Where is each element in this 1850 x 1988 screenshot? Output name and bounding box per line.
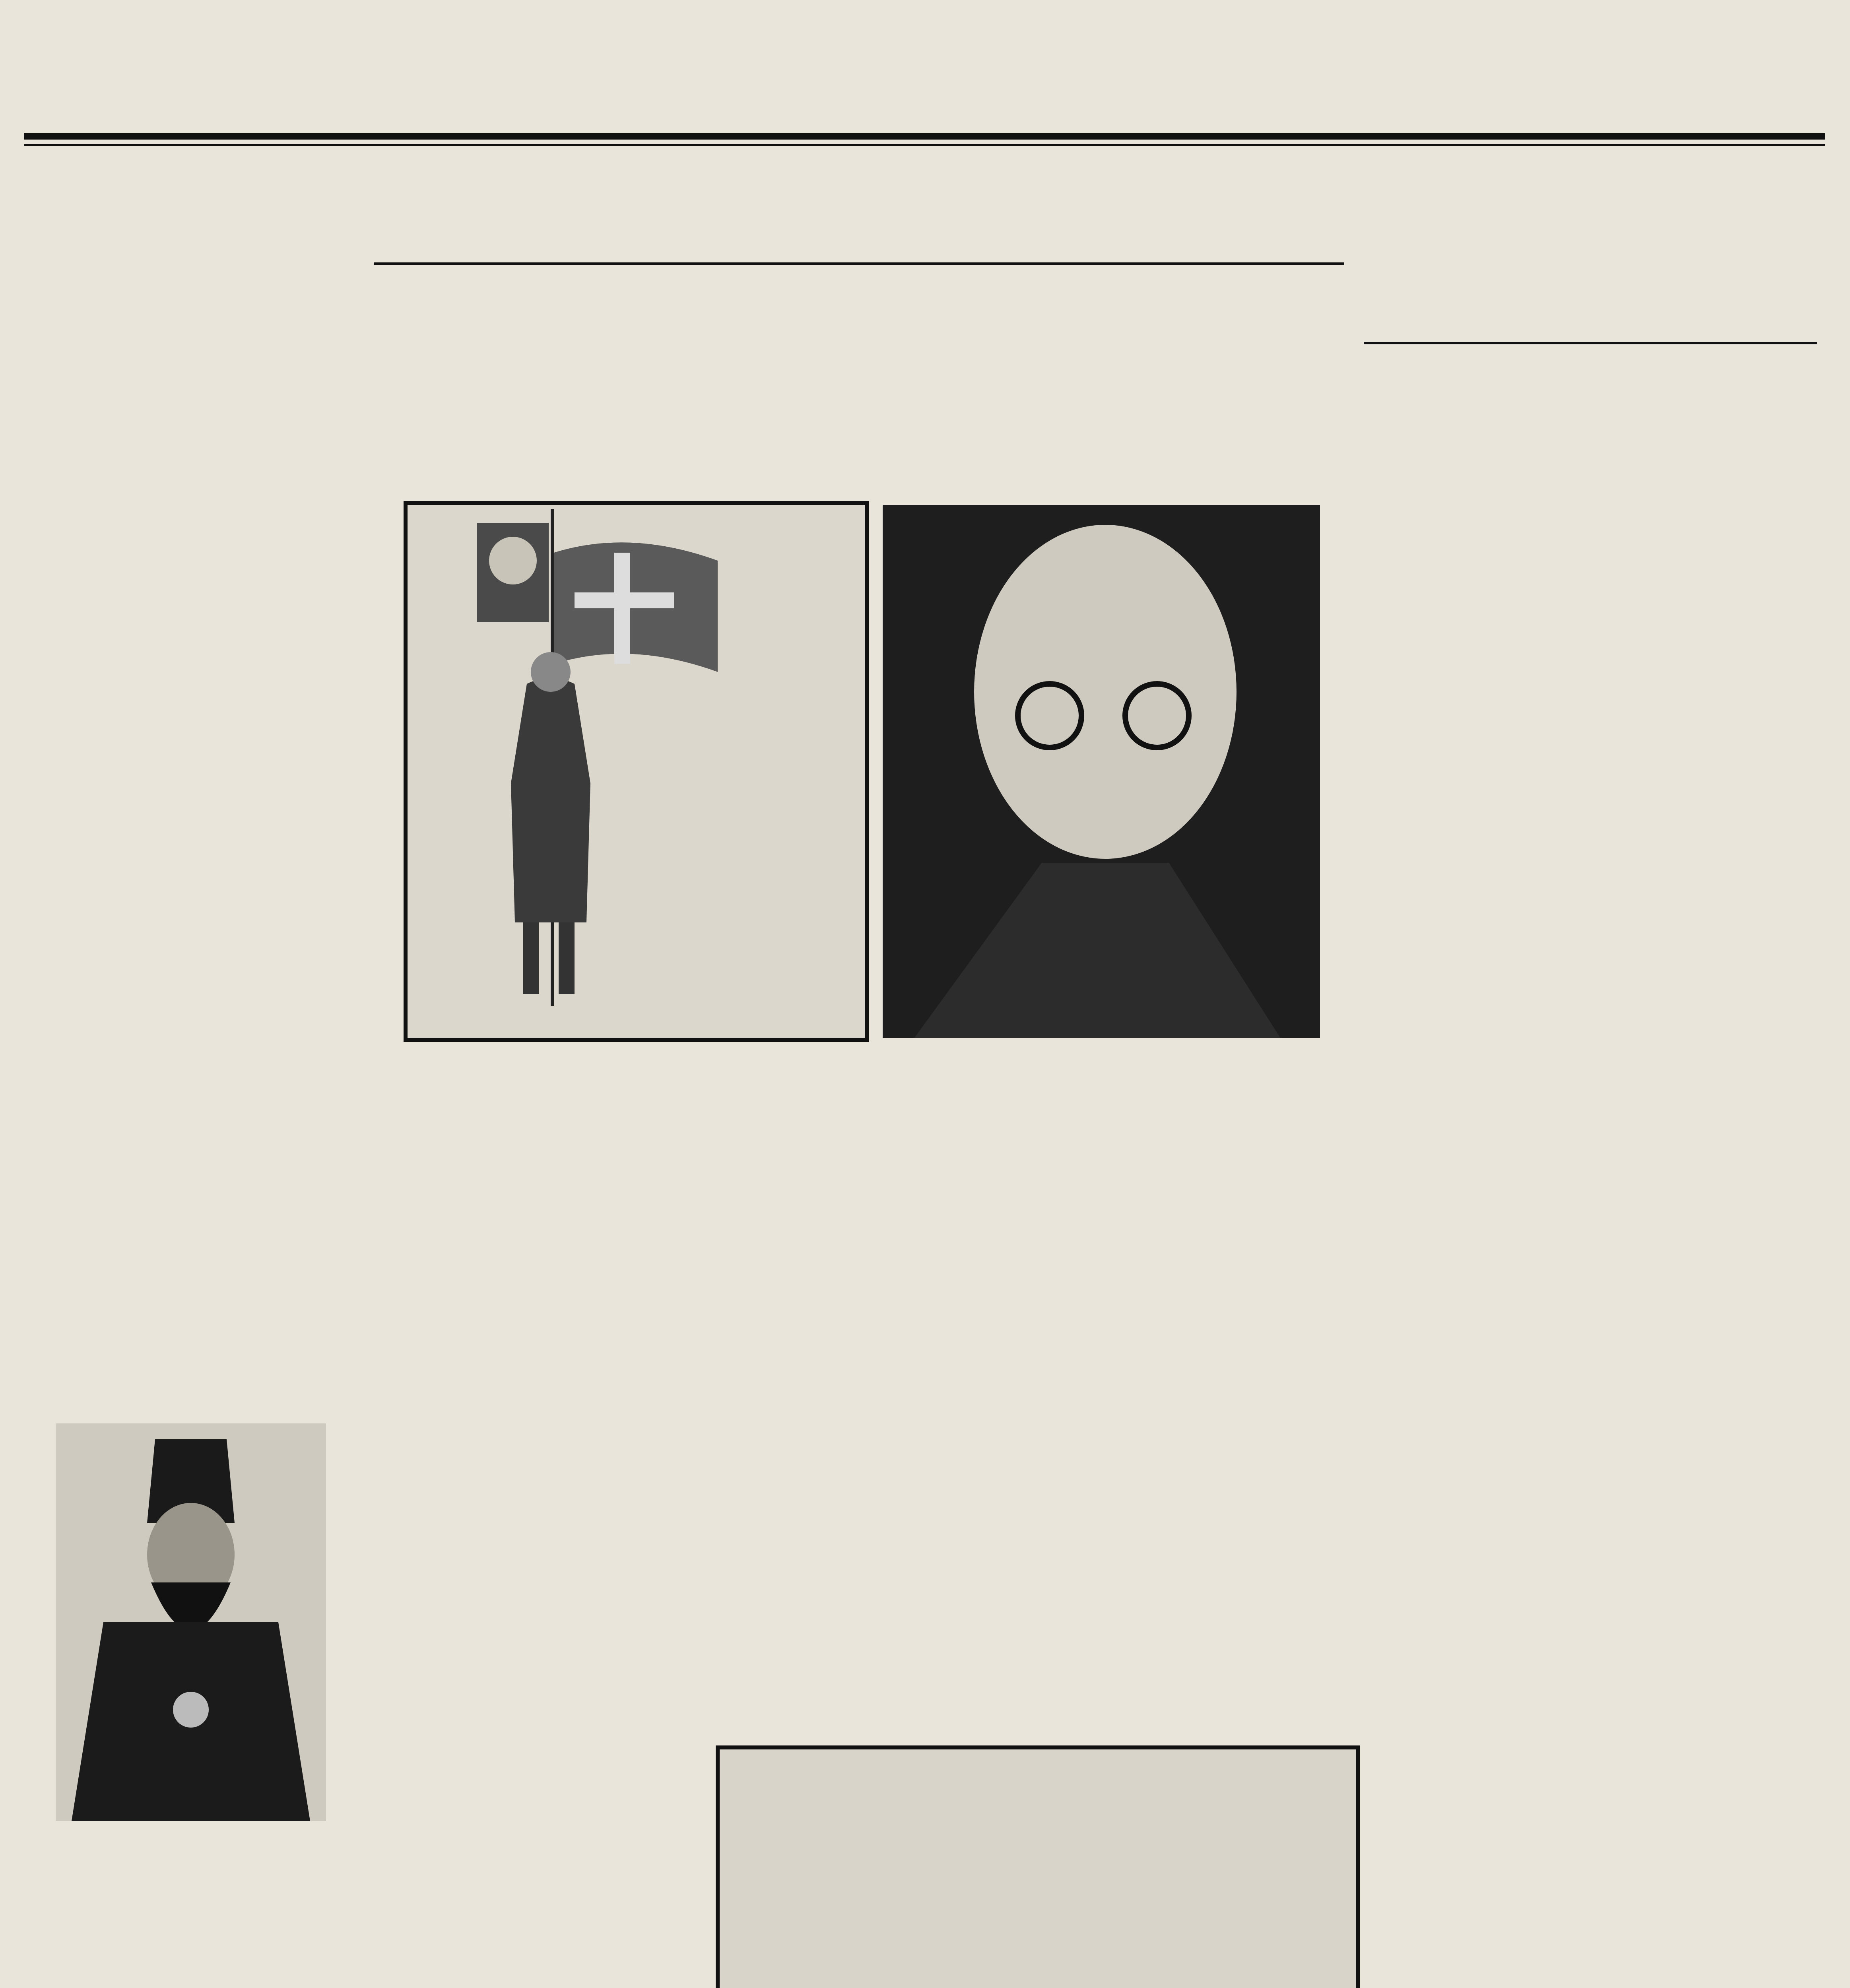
header-rule-thin <box>24 144 1825 146</box>
article-column-7 <box>712 1050 1038 1658</box>
header-rule <box>24 133 1825 140</box>
ads-right-column <box>1372 1694 1809 1988</box>
flag-cross-horizontal <box>575 592 674 608</box>
archbishop-photo <box>56 1423 326 1821</box>
metaxas-portrait-drawing <box>883 505 1320 1038</box>
newspaper-header <box>48 82 1805 129</box>
soldier-figure <box>511 678 590 922</box>
soldier-leg-left <box>523 922 539 994</box>
article-column-2 <box>374 274 692 457</box>
portrait-face <box>974 525 1237 859</box>
title-rule <box>374 262 1344 265</box>
article-column-1 <box>32 151 358 1404</box>
side-article-body <box>1368 457 1817 1674</box>
soldier-head <box>531 652 571 692</box>
article-column-5-8 <box>1044 1050 1358 1658</box>
article-column-9 <box>1360 151 1817 342</box>
metaxas-portrait <box>883 505 1320 1038</box>
poem-box <box>716 1745 1360 1988</box>
article-column-4 <box>1030 274 1344 457</box>
article-column-6 <box>362 1050 708 1988</box>
archbishop-drawing <box>56 1423 326 1821</box>
side-rule <box>1364 342 1817 344</box>
soldier-flag-drawing <box>408 505 865 1038</box>
soldier-leg-right <box>559 922 575 994</box>
article-column-3 <box>702 274 1020 457</box>
archbishop-pectoral <box>173 1692 209 1728</box>
flag-illustration <box>404 501 869 1042</box>
portrait-face <box>489 537 537 584</box>
